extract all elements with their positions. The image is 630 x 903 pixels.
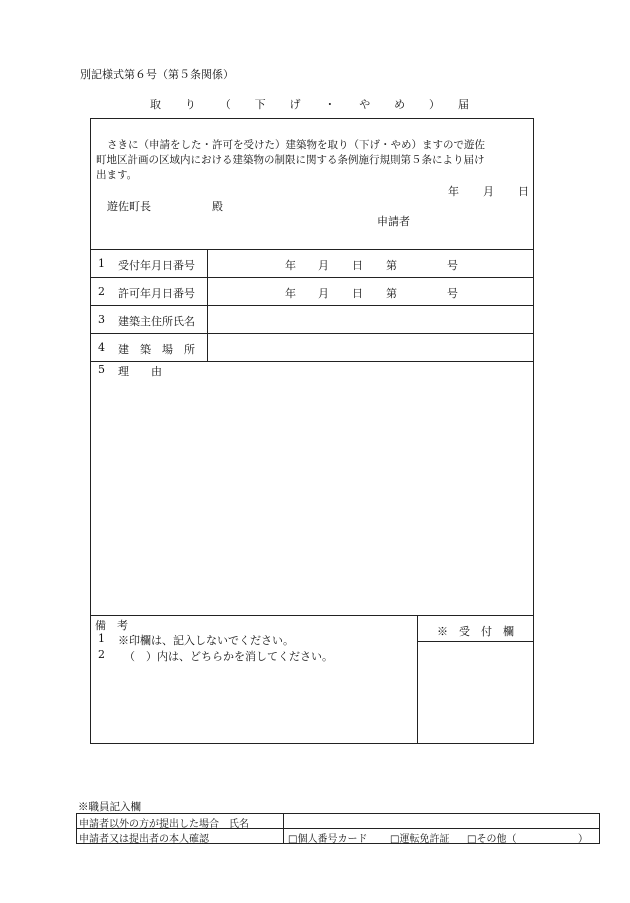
- title-char: 下: [254, 98, 266, 111]
- other-close-paren: ）: [578, 834, 588, 845]
- reason-number: 5: [98, 363, 105, 376]
- title-char: げ: [289, 98, 301, 111]
- remarks-item-number: 2: [98, 648, 105, 661]
- row-year: 年: [285, 287, 296, 300]
- checkbox-drivers-license[interactable]: □運転免許証: [390, 834, 450, 845]
- honorific: 殿: [212, 200, 223, 213]
- title-char: り: [184, 98, 196, 111]
- row-label: 建 築 場 所: [118, 343, 195, 356]
- divider: [90, 305, 534, 306]
- statement-line-1: さきに（申請をした・許可を受けた）建築物を取り（下げ・やめ）ますので遊佐: [107, 139, 485, 151]
- date-month: 月: [483, 185, 494, 198]
- row-go: 号: [447, 287, 458, 300]
- column-divider: [207, 249, 208, 361]
- divider: [90, 277, 534, 278]
- row-number: 4: [98, 341, 105, 354]
- row-year: 年: [285, 259, 296, 272]
- divider: [90, 361, 534, 362]
- title-char: （: [219, 98, 231, 111]
- staff-row1-label: 申請者以外の方が提出した場合 氏名: [79, 819, 249, 830]
- row-go: 号: [447, 259, 458, 272]
- row-label: 建築主住所氏名: [118, 315, 195, 328]
- remarks-item: ※印欄は、記入しないでください。: [118, 634, 294, 647]
- divider: [90, 333, 534, 334]
- form-title: [150, 96, 440, 112]
- reason-field[interactable]: [92, 378, 530, 612]
- remarks-item: （ ）内は、どちらかを消してください。: [124, 650, 333, 663]
- column-divider: [417, 615, 418, 744]
- reception-label: ※ 受 付 欄: [437, 625, 514, 638]
- divider: [90, 249, 534, 250]
- reception-field[interactable]: [419, 643, 532, 742]
- title-char: や: [359, 98, 371, 111]
- title-suffix: 届: [458, 98, 469, 111]
- row-month: 月: [318, 287, 329, 300]
- divider: [90, 615, 534, 616]
- row-dai: 第: [386, 287, 397, 300]
- statement-line-3: 出ます。: [96, 169, 138, 181]
- form-number: 別記様式第６号（第５条関係）: [80, 68, 234, 81]
- remarks-title: 備 考: [95, 619, 128, 632]
- applicant-label: 申請者: [377, 215, 410, 228]
- date-day: 日: [518, 185, 529, 198]
- title-char: ・: [324, 98, 336, 111]
- divider: [417, 641, 534, 642]
- row-number: 3: [98, 313, 105, 326]
- remarks-item-number: 1: [98, 632, 105, 645]
- reason-label: 理 由: [118, 365, 162, 378]
- row-day: 日: [352, 287, 363, 300]
- column-divider: [283, 813, 284, 844]
- statement-line-2: 町地区計画の区域内における建築物の制限に関する条例施行規則第５条により届け: [96, 154, 485, 166]
- checkbox-my-number-card[interactable]: □個人番号カード: [288, 834, 368, 845]
- row-day: 日: [352, 259, 363, 272]
- date-year: 年: [448, 185, 459, 198]
- staff-section-title: ※職員記入欄: [78, 801, 141, 813]
- staff-row2-label: 申請者又は提出者の本人確認: [79, 834, 209, 845]
- row-label: 許可年月日番号: [118, 287, 195, 300]
- title-char: ）: [429, 98, 440, 111]
- addressee: 遊佐町長: [107, 200, 151, 213]
- row-dai: 第: [386, 259, 397, 272]
- row-number: 2: [98, 285, 105, 298]
- row-month: 月: [318, 259, 329, 272]
- row-label: 受付年月日番号: [118, 259, 195, 272]
- row-number: 1: [98, 257, 105, 270]
- title-char: 取: [150, 98, 161, 111]
- checkbox-other[interactable]: □その他（: [467, 834, 517, 845]
- proxy-name-field[interactable]: [288, 815, 594, 827]
- title-char: め: [394, 98, 406, 111]
